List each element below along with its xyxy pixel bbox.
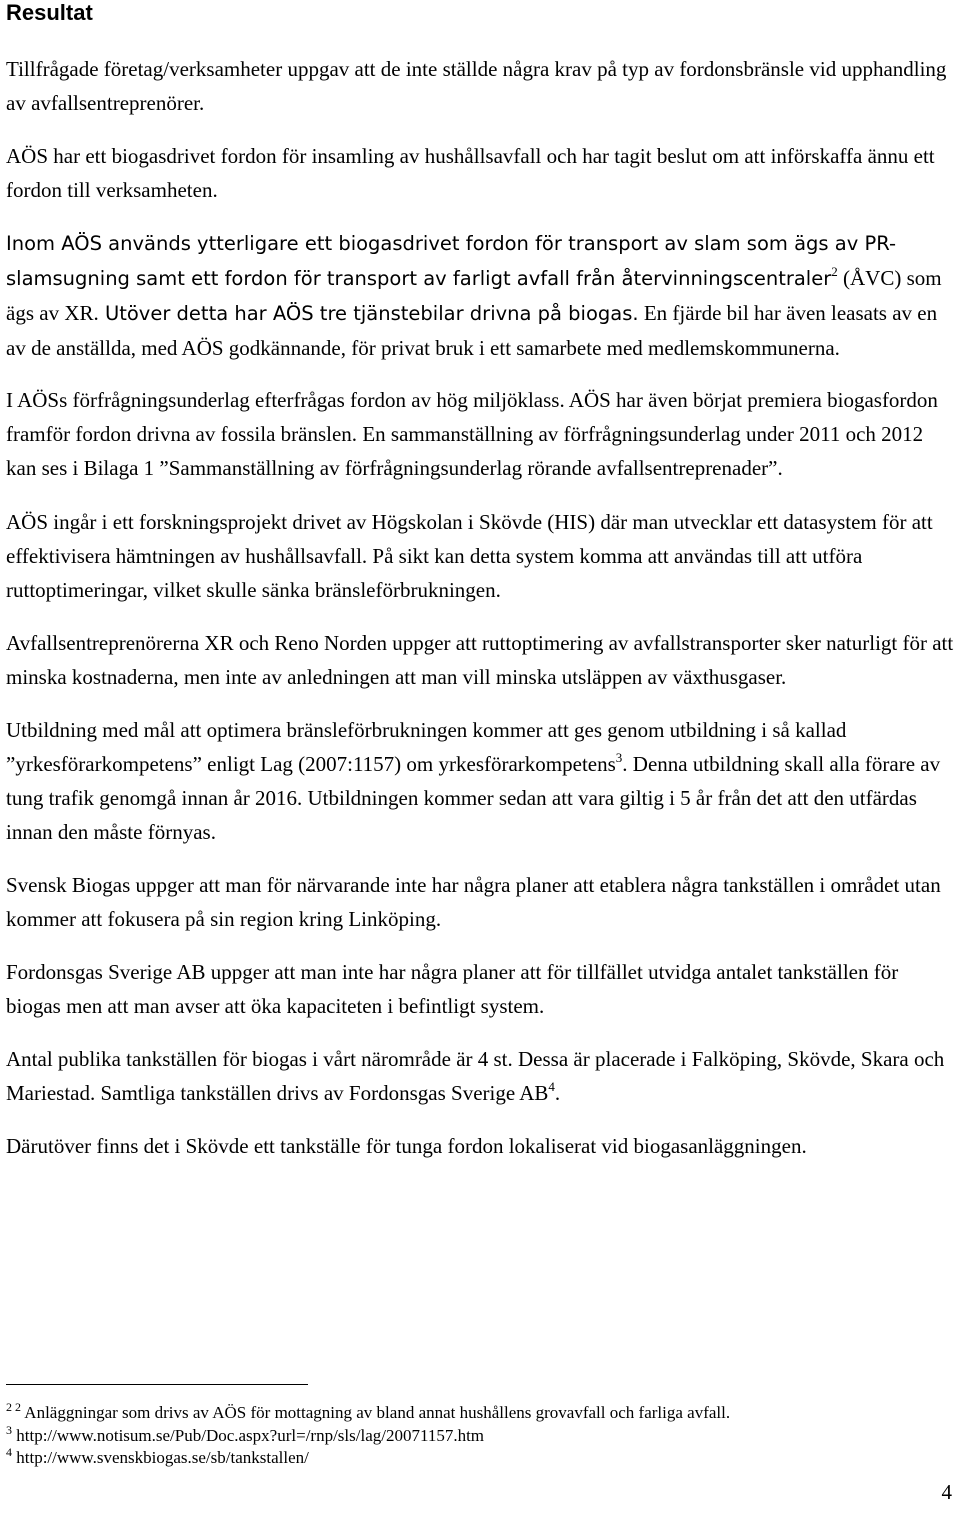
footnote-ref-2: 2 (831, 264, 838, 279)
footnote-mark: 3 (6, 1423, 12, 1437)
footnote-4 (6, 1447, 954, 1469)
footnote-text: Anläggningar som drivs av AÖS för mottagning av bland annat hushållens grovavfall och farliga avfall. (21, 1403, 731, 1422)
paragraph-7-part-b: . Denna utbildning skall alla förare av tung trafik genomgå innan år 2016. Utbildningen kommer sedan att vara giltig i 5 år från det att den utfärdas innan den måste förnyas. (6, 752, 941, 844)
paragraph-7 (6, 713, 954, 849)
footnote-ref-3: 3 (615, 750, 623, 765)
paragraph-4 (6, 383, 954, 485)
paragraph-10-part-a: Antal publika tankställen för biogas i vårt närområde är 4 st. Dessa är placerade i Falköping, Skövde, Skara och Mariestad. Samtliga tankställen drivs av Fordonsgas Sverige AB (6, 1047, 945, 1105)
paragraph-5-part-a: AÖS ingår i ett forskningsprojekt drivet av Högskolan i Skövde (HIS) där man utvecklar ett datasystem för att effektivisera hämtningen av hushållsavfall. (6, 510, 933, 568)
footnote-link: http://www.notisum.se/Pub/Doc.aspx?url=/rnp/sls/lag/20071157.htm (12, 1426, 485, 1445)
paragraph-4-part-a: I AÖSs förfrågningsunderlag efterfrågas fordon av hög miljöklass. (6, 388, 565, 412)
page-number: 4 (941, 1480, 952, 1504)
paragraph-10 (6, 1042, 954, 1110)
footnote-3 (6, 1425, 954, 1447)
paragraph-3-part-b: (ÅVC) som ägs av XR. (6, 266, 942, 325)
paragraph-3-part-d: En fjärde bil har även leasats av en av de anställda, med AÖS godkännande, för privat bruk i ett samarbete med medlemskommunerna. (6, 301, 938, 360)
paragraph-11: Därutöver finns det i Skövde ett tankställe för tunga fordon lokaliserat vid biogasanläggningen. (6, 1134, 807, 1158)
footnote-separator (6, 1384, 308, 1385)
paragraph-4-part-b: AÖS har även börjat premiera biogasfordon framför fordon drivna av fossila bränslen. (6, 388, 938, 446)
paragraph-5-part-b: På sikt kan detta system komma att användas till att utföra ruttoptimeringar, vilket skulle sänka bränsleförbrukningen. (6, 544, 863, 602)
footnote-2 (6, 1402, 954, 1424)
footnote-mark: 2 2 (6, 1400, 21, 1414)
paragraph-7-part-a: Utbildning med mål att optimera bränsleförbrukningen kommer att ges genom utbildning i så kallad ”yrkesförarkompetens” enligt Lag (2007:1157) om yrkesförarkompetens (6, 718, 847, 776)
paragraph-10-part-b: . (554, 1081, 561, 1105)
footnote-mark: 4 (6, 1445, 12, 1459)
footnote-link: http://www.svenskbiogas.se/sb/tankstallen/ (12, 1448, 309, 1467)
section-heading: Resultat (6, 0, 93, 25)
paragraph-3-part-a: Inom AÖS används ytterligare ett biogasdrivet fordon för transport av slam som ägs av PR-slamsugning samt ett fordon för transport av farligt avfall från återvinningscentraler (6, 232, 897, 290)
footnote-ref-4: 4 (548, 1079, 555, 1094)
page-body (6, 0, 954, 1163)
paragraph-1: Tillfrågade företag/verksamheter uppgav att de inte ställde några krav på typ av fordonsbränsle vid upphandling av avfallsentreprenörer. (6, 57, 947, 115)
paragraph-2: AÖS har ett biogasdrivet fordon för insamling av hushållsavfall och har tagit beslut om att införskaffa ännu ett fordon till verksamheten. (6, 144, 935, 202)
paragraph-3-part-c: Utöver detta har AÖS tre tjänstebilar drivna på biogas. (98, 302, 639, 325)
paragraph-6: Avfallsentreprenörerna XR och Reno Norden uppger att ruttoptimering av avfallstransporter sker naturligt för att minska kostnaderna, men inte av anledningen att man vill minska utsläppen av växthusgaser. (6, 631, 954, 689)
paragraph-3 (6, 226, 954, 365)
paragraph-8: Svensk Biogas uppger att man för närvarande inte har några planer att etablera några tankställen i området utan kommer att fokusera på sin region kring Linköping. (6, 873, 941, 931)
paragraph-5 (6, 505, 954, 607)
paragraph-4-part-c: En sammanställning av förfrågningsunderlag under 2011 och 2012 kan ses i Bilaga 1 ”Sammanställning av förfrågningsunderlag rörande avfallsentreprenader”. (6, 422, 924, 480)
paragraph-9: Fordonsgas Sverige AB uppger att man inte har några planer att för tillfället utvidga antalet tankställen för biogas men att man avser att öka kapaciteten i befintligt system. (6, 960, 899, 1018)
